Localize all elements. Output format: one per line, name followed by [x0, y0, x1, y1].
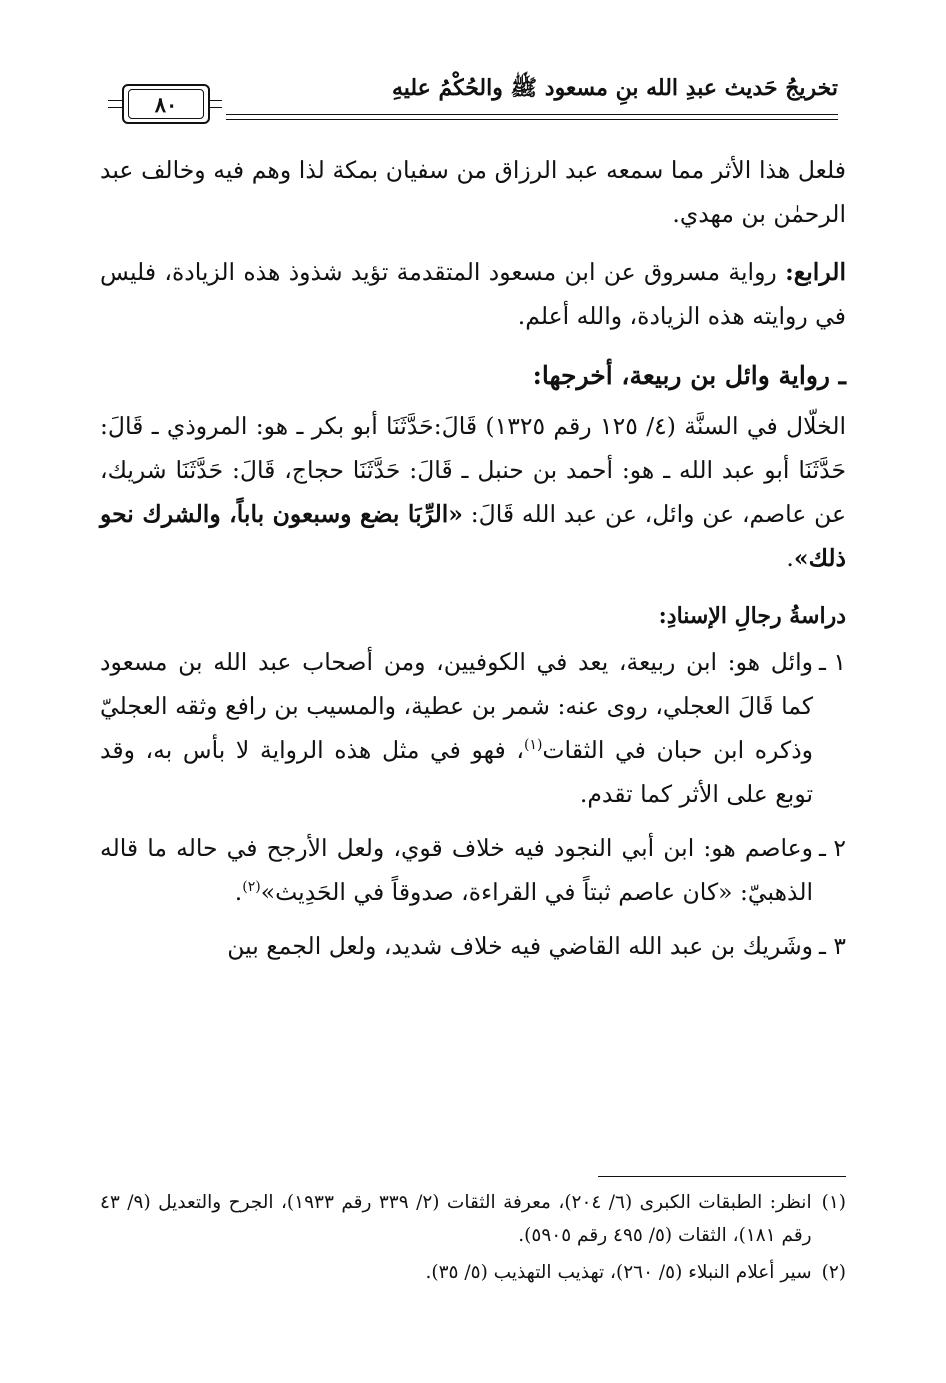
item-number: ٣ ـ — [819, 932, 846, 960]
main-text — [100, 148, 846, 978]
footnote-1 — [100, 1186, 846, 1252]
footnote-text: انظر: الطبقات الكبرى (٦/ ٢٠٤)، معرفة الثقات (٢/ ٣٣٩ رقم ١٩٣٣)، الجرح والتعديل (٩/ ٤٣ رقم ١٨١)، الثقات (٥/ ٤٩٥ رقم ٥٩٠٥). — [100, 1192, 812, 1246]
numbered-item-1 — [100, 640, 846, 816]
sub-heading: دراسةُ رجالِ الإسنادِ: — [658, 603, 846, 629]
paragraph-3-text: الخلّال في السنَّة (٤/ ١٢٥ رقم ١٣٢٥) قَالَ:حَدَّثَنَا أبو بكر ـ هو: المروذي ـ قَالَ: حَدَّثَنَا أبو عبد الله ـ هو: أحمد بن حنبل ـ قَالَ: حَدَّثَنَا حجاج، قَالَ: حَدَّثَنَا شريك، عن عاصم، عن وائل، عن عبد الله قَالَ: — [100, 412, 847, 528]
item-text-after: . — [234, 878, 243, 906]
item-text-before: وشَريك بن عبد الله القاضي فيه خلاف شديد، ولعل الجمع بين — [227, 932, 814, 960]
page-header — [108, 70, 838, 126]
paragraph-3 — [100, 404, 846, 580]
frame-ornament-left — [108, 100, 122, 108]
paragraph-2 — [100, 250, 846, 338]
footnotes — [100, 1186, 846, 1293]
item-number: ١ ـ — [819, 648, 846, 676]
paragraph-2-text: رواية مسروق عن ابن مسعود المتقدمة تؤيد شذوذ هذه الزيادة، فليس في روايته هذه الزيادة، والله أعلم. — [100, 258, 846, 330]
paragraph-3-quote: «الرِّبَا بضع وسبعون باباً، والشرك نحو ذلك» — [100, 500, 846, 572]
item-text — [100, 826, 813, 914]
numbered-item-3 — [100, 924, 846, 968]
footnote-text: سير أعلام النبلاء (٥/ ٢٦٠)، تهذيب التهذيب (٥/ ٣٥). — [425, 1262, 812, 1283]
section-heading: ـ رواية وائل بن ربيعة، أخرجها: — [532, 361, 846, 390]
paragraph-2-label: الرابع: — [785, 258, 846, 286]
numbered-item-2 — [100, 826, 846, 914]
item-text-after: ، فهو في مثل هذه الرواية لا بأس به، وقد توبع على الأثر كما تقدم. — [100, 736, 814, 808]
page-number: ٨٠ — [128, 89, 204, 119]
footnote-number: (١) — [821, 1192, 846, 1213]
running-title: تخريجُ حَديث عبدِ الله بنِ مسعود ﷺ والحُكْمُ عليهِ — [391, 75, 838, 101]
page-number-frame — [108, 84, 226, 126]
footnote-separator — [598, 1176, 846, 1177]
paragraph-3-end: . — [786, 544, 794, 572]
footnote-ref: (١) — [523, 737, 543, 754]
paragraph-1: فلعل هذا الأثر مما سمعه عبد الرزاق من سفيان بمكة لذا وهم فيه وخالف عبد الرحمٰن بن مهدي. — [100, 156, 846, 228]
item-number: ٢ ـ — [819, 834, 846, 862]
item-text — [100, 640, 813, 816]
footnote-ref: (٢) — [242, 879, 261, 896]
item-text-before: وعاصم هو: ابن أبي النجود فيه خلاف قوي، ولعل الأرجح في حاله ما قاله الذهبيّ: «كان عاصم ثبتاً في القراءة، صدوقاً في الحَدِيث» — [100, 834, 814, 906]
item-text — [100, 924, 813, 968]
frame-ornament-right — [208, 100, 222, 108]
footnote-2 — [100, 1256, 846, 1289]
footnote-number: (٢) — [821, 1262, 846, 1283]
item-text-before: وائل هو: ابن ربيعة، يعد في الكوفيين، ومن أصحاب عبد الله بن مسعود كما قَالَ العجلي، روى عنه: شمر بن عطية، والمسيب بن رافع وثقه العجليّ وذكره ابن حبان في الثقات — [100, 648, 814, 764]
